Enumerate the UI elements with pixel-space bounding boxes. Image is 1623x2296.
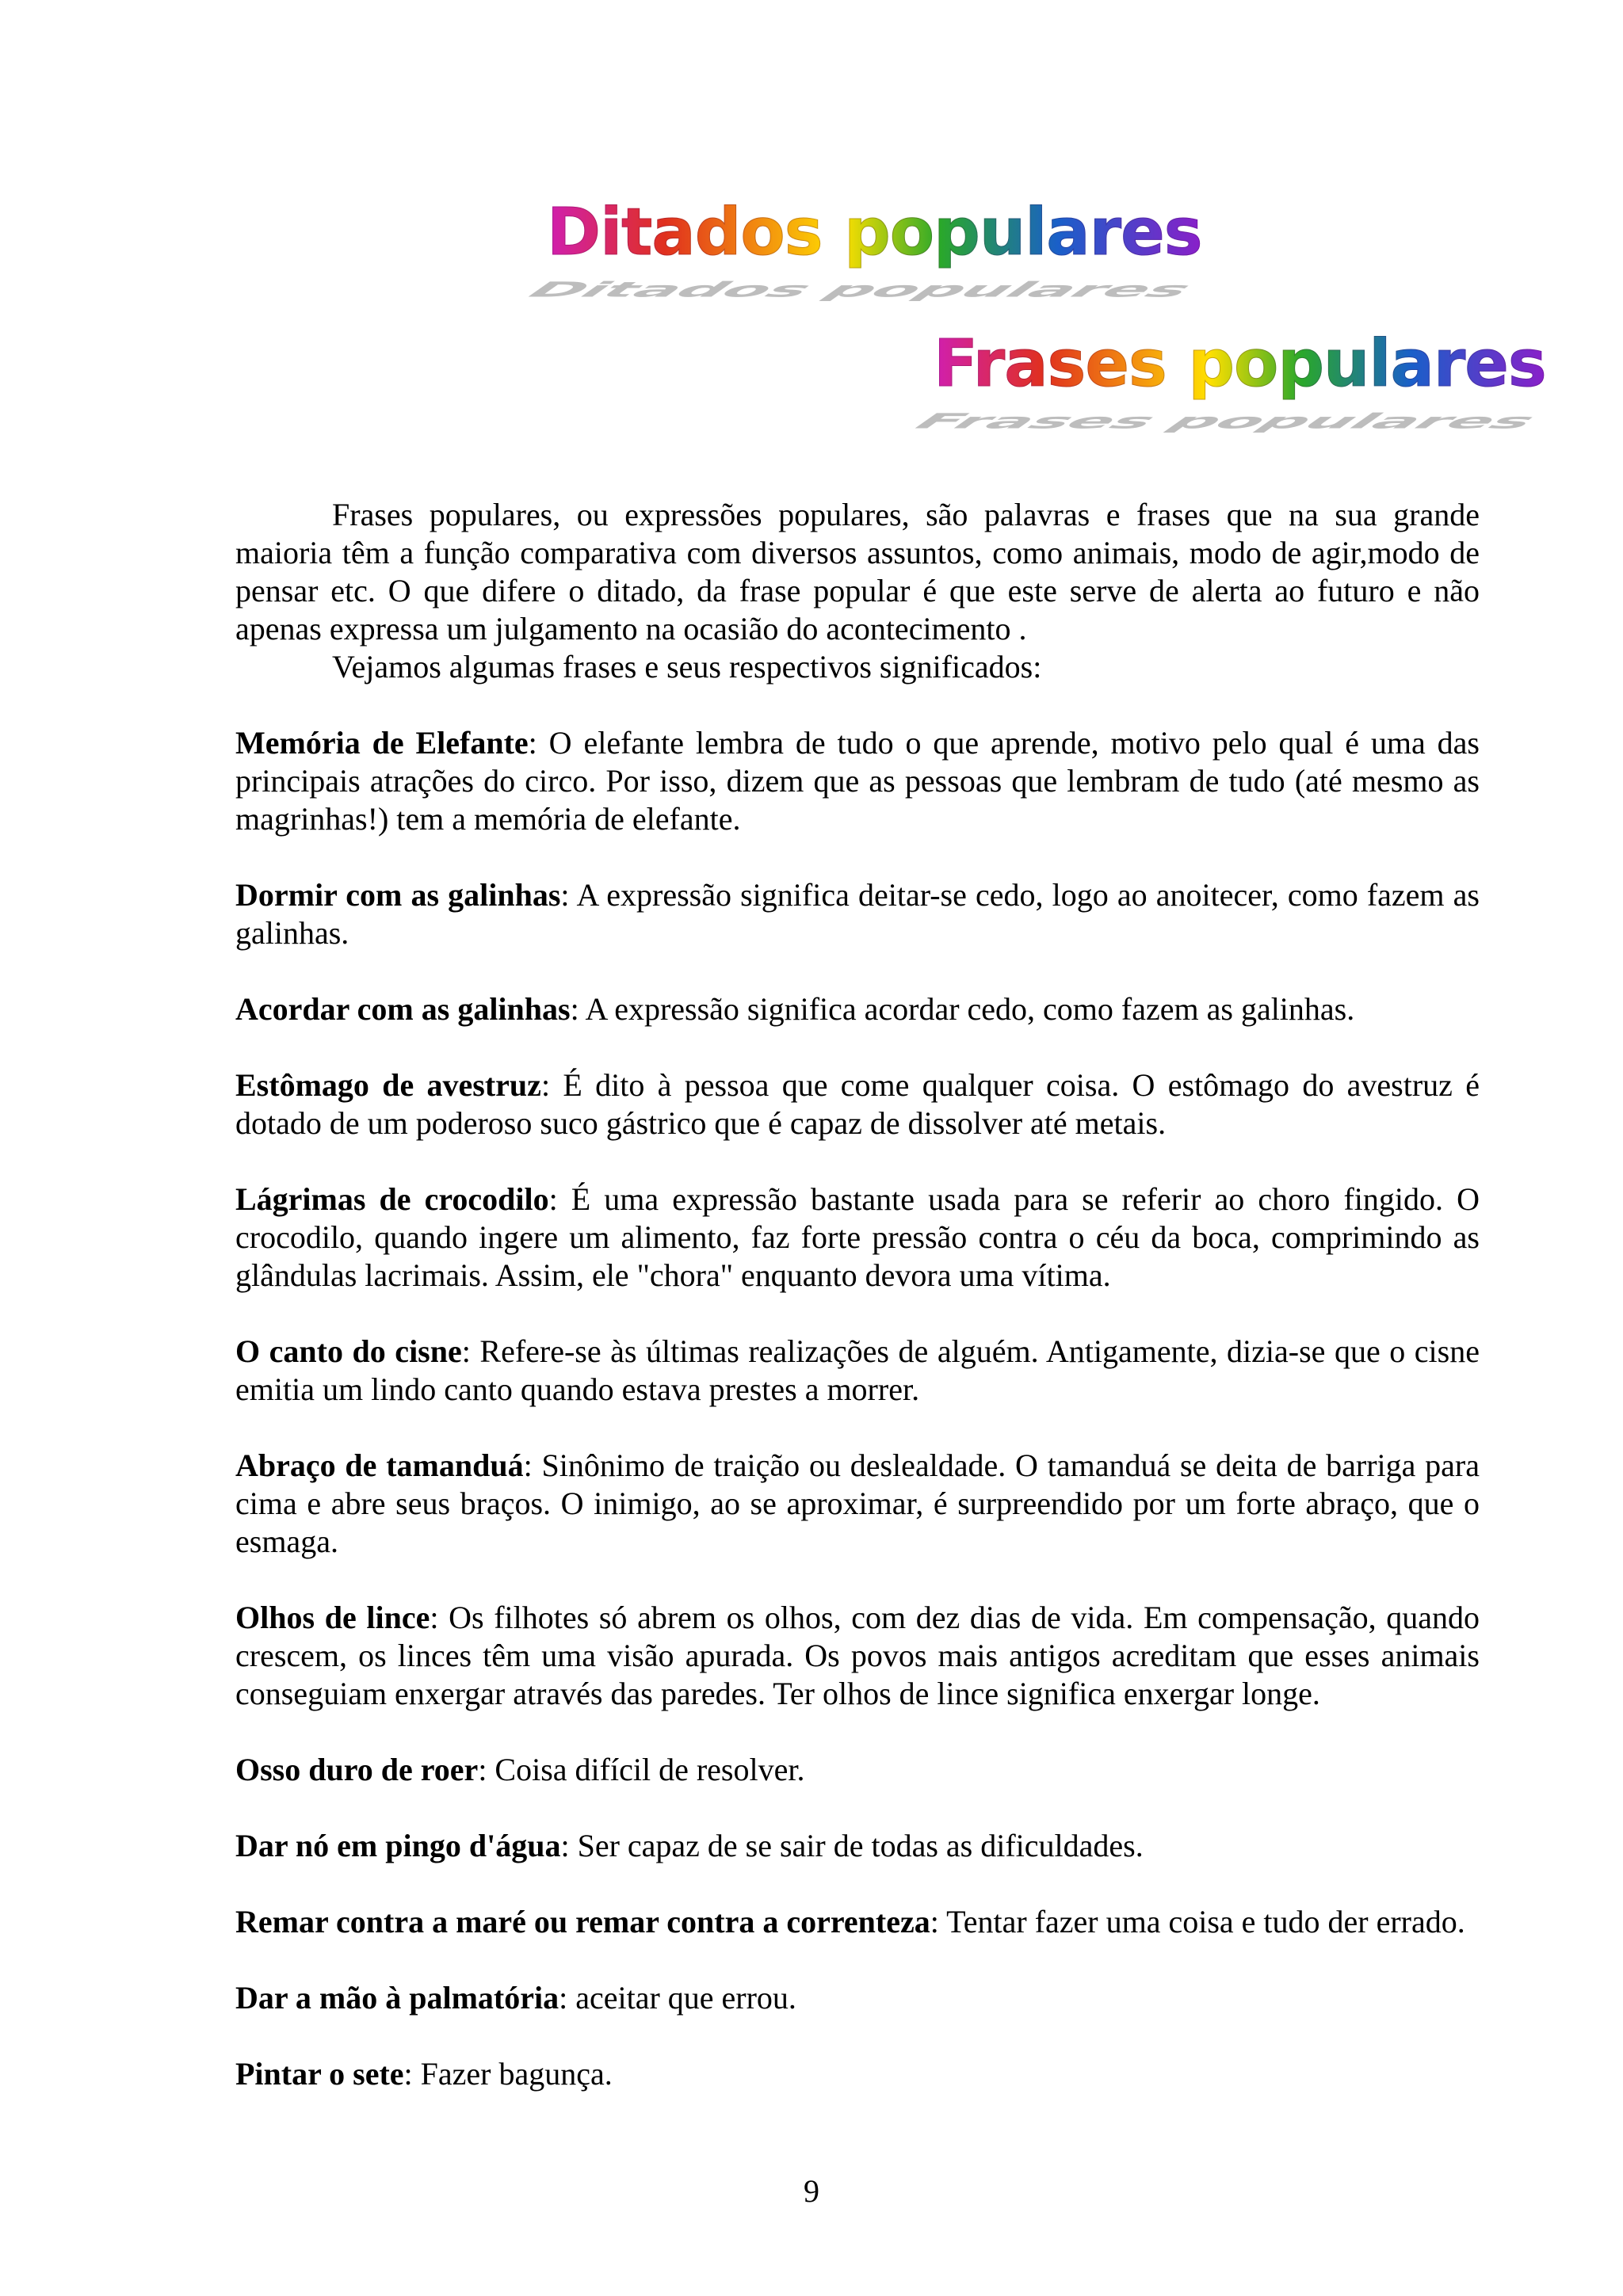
expression-definition: : Coisa difícil de resolver. [478,1752,805,1787]
expression-definition: : Tentar fazer uma coisa e tudo der errado. [930,1904,1465,1939]
expression-entry [235,990,1480,1028]
expression-definition: : A expressão significa deitar-se cedo, logo ao anoitecer, como fazem as galinhas. [235,877,1480,951]
expression-term: Remar contra a maré ou remar contra a correnteza [235,1904,930,1939]
expression-term: Dar nó em pingo d'água [235,1828,561,1863]
expression-entry [235,876,1480,952]
expression-term: Abraço de tamanduá [235,1447,524,1483]
wordart-title-ditados-text: Ditados populares [547,195,1202,270]
expression-entry [235,1751,1480,1789]
expression-entry [235,1180,1480,1295]
expression-term: Osso duro de roer [235,1752,479,1787]
expression-entry [235,1447,1480,1561]
page-number: 9 [804,2173,819,2209]
expression-term: Memória de Elefante [235,725,529,761]
expression-definition: : O elefante lembra de tudo o que aprende, motivo pelo qual é uma das principais atrações do circo. Por isso, dizem que as pessoas que lembram de tudo (até mesmo as magrinhas!) tem a memória de elefante. [235,725,1480,837]
wordart-title-frases [902,326,1568,445]
expression-entry [235,1827,1480,1865]
wordart-title-frases-text: Frases populares [934,326,1546,402]
expression-definition: : É dito à pessoa que come qualquer coisa. O estômago do avestruz é dotado de um poderoso suco gástrico que é capaz de dissolver até metais. [235,1067,1480,1141]
expression-term: Dar a mão à palmatória [235,1980,559,2016]
expression-entry [235,1979,1480,2017]
expression-entry [235,1066,1480,1142]
expression-entry [235,1903,1480,1941]
expression-entry [235,1333,1480,1409]
expression-definition: : É uma expressão bastante usada para se referir ao choro fingido. O crocodilo, quando ingere um alimento, faz forte pressão contra o céu da boca, comprimindo as glândulas lacrimais. Assim, ele "chora" enquanto devora uma vítima. [235,1181,1480,1293]
expression-definition: : A expressão significa acordar cedo, como fazem as galinhas. [570,991,1355,1027]
expression-term: Pintar o sete [235,2056,404,2092]
expression-entry [235,2055,1480,2093]
expression-definition: : Os filhotes só abrem os olhos, com dez dias de vida. Em compensação, quando crescem, os linces têm uma visão apurada. Os povos mais antigos acreditam que esses animais conseguiam enxergar através das paredes. Ter olhos de lince significa enxergar longe. [235,1600,1480,1711]
expression-term: Olhos de lince [235,1600,430,1635]
expression-entry [235,724,1480,838]
expression-definition: : aceitar que errou. [559,1980,796,2016]
intro-lead-in: Vejamos algumas frases e seus respectivos significados: [332,649,1042,685]
expression-entry [235,1599,1480,1713]
expression-definition: : Refere-se às últimas realizações de alguém. Antigamente, dizia-se que o cisne emitia um lindo canto quando estava prestes a morrer. [235,1333,1480,1407]
expression-definition: : Fazer bagunça. [403,2056,613,2092]
expression-term: O canto do cisne [235,1333,462,1369]
expression-term: Lágrimas de crocodilo [235,1181,549,1217]
expression-definition: : Sinônimo de traição ou deslealdade. O tamanduá se deita de barriga para cima e abre seus braços. O inimigo, ao se aproximar, é surpreendido por um forte abraço, que o esmaga. [235,1447,1480,1559]
expression-term: Dormir com as galinhas [235,877,561,913]
expression-list [235,724,1480,2093]
expression-definition: : Ser capaz de se sair de todas as dificuldades. [560,1828,1144,1863]
wordart-title-frases-shadow: Frases populares [902,409,1549,433]
wordart-title-ditados [515,195,1205,314]
expression-term: Acordar com as galinhas [235,991,571,1027]
document-body [235,496,1480,2131]
expression-term: Estômago de avestruz [235,1067,541,1103]
intro-paragraph: Frases populares, ou expressões populares, são palavras e frases que na sua grande maioria têm a função comparativa com diversos assuntos, como animais, modo de agir,modo de pensar etc. O que difere o ditado, da frase popular é que este serve de alerta ao futuro e não apenas expressa um julgamento na ocasião do acontecimento . [235,497,1480,646]
wordart-title-ditados-shadow: Ditados populares [515,277,1205,302]
